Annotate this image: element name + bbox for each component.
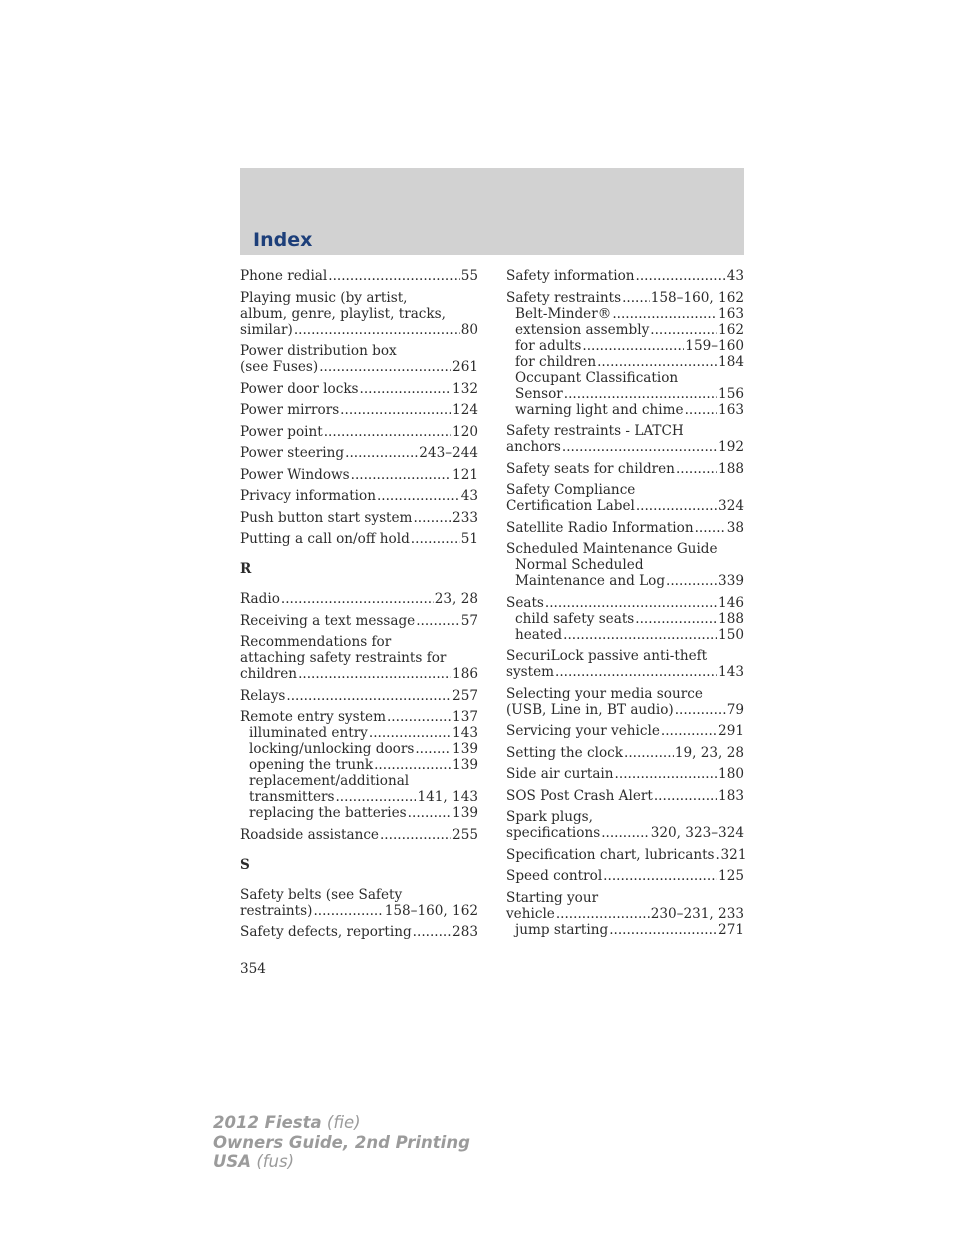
index-subentry-line [240,725,478,741]
page-reference: 163 [718,305,744,322]
index-subentry-line [240,757,478,773]
entry-text: extension assembly [515,321,650,338]
entry-text: Specification chart, lubricants [506,846,715,863]
index-entry-line [240,510,478,526]
dot-leader [415,741,451,757]
entry-text: for adults [515,337,582,354]
entry-text: album, genre, playlist, tracks, [240,305,446,322]
dot-leader [556,906,650,922]
index-entry [506,846,747,863]
index-entry [240,591,478,607]
index-entry-line [506,541,744,557]
dot-leader [636,498,717,514]
page-reference: 19, 23, 28 [674,744,744,761]
entry-text: locking/unlocking doors [249,741,415,757]
dot-leader [413,924,451,940]
entry-text: Seats [506,594,544,611]
index-subentry-line [506,370,744,386]
index-subentry-line [506,306,744,322]
section-letter: S [240,856,250,873]
footer-region-code: (fus) [256,1152,295,1171]
index-entry-line [240,709,478,725]
entry-text: Selecting your media source [506,685,703,702]
page-title: Index [253,229,313,251]
page-reference: 139 [452,805,478,821]
dot-leader [636,268,726,284]
index-entry-line [240,924,478,940]
index-entry-line [240,666,478,682]
footer-model: 2012 Fiesta [213,1113,322,1132]
index-entry [506,723,744,739]
index-entry [240,445,478,461]
entry-text: opening the trunk [249,757,374,773]
entry-text: Sensor [515,385,563,402]
dot-leader [324,424,451,440]
dot-leader [601,825,650,841]
entry-text: Power Windows [240,466,350,483]
index-entry-line [240,322,478,338]
dot-leader [564,386,717,402]
footer-line-3 [213,1152,470,1172]
entry-text: Safety information [506,268,635,284]
index-subentry-line [506,402,744,418]
dot-leader [624,745,674,761]
index-entry-line [240,359,478,375]
page-reference: 257 [452,687,478,704]
dot-leader [654,788,717,804]
dot-leader [360,381,452,397]
page-reference: 163 [718,401,744,418]
entry-text: system [506,664,555,680]
index-entry-line [506,702,744,718]
page-reference: 255 [452,826,478,843]
index-entry [240,290,478,338]
index-entry [240,634,478,682]
entry-text: Satellite Radio Information [506,519,694,536]
page-reference: 320, 323–324 [650,825,744,841]
index-entry [506,686,744,718]
entry-text: Receiving a text message [240,612,416,629]
footer [213,1113,470,1172]
index-entry [506,766,744,782]
page-reference: 139 [452,741,478,757]
dot-leader [298,666,451,682]
index-subentry-line [506,627,744,643]
dot-leader [411,531,460,547]
footer-model-code: (fie) [326,1113,361,1132]
entry-text: similar) [240,321,293,338]
footer-line-2 [213,1133,470,1153]
page-reference: 180 [718,766,744,782]
entry-text: Starting your [506,889,599,906]
dot-leader [380,827,451,843]
page-reference: 55 [460,268,478,284]
index-entry [240,381,478,397]
index-entry [240,688,478,704]
entry-text: Power distribution box [240,343,397,359]
entry-text: restraints) [240,902,313,919]
index-entry-line [240,531,478,547]
index-entry [240,467,478,483]
entry-text: specifications [506,825,601,841]
dot-leader [563,627,717,643]
page-reference: 183 [718,787,744,804]
index-entry-line [506,890,744,906]
entry-text: Maintenance and Log [515,573,666,589]
footer-region: USA [213,1152,252,1171]
dot-leader [408,805,451,821]
dot-leader [340,402,451,418]
index-subentry-line [506,386,744,402]
page-reference: 80 [460,321,478,338]
section-letter: R [240,561,252,577]
page-reference: 162 [718,321,744,338]
dot-leader [313,903,383,919]
index-entry [506,290,744,418]
page-reference: 57 [460,612,478,629]
entry-text: Certification Label [506,498,635,514]
index-entry-line [506,788,744,804]
page-reference: 188 [718,460,744,477]
page-reference: 158–160, 162 [384,902,478,919]
index-entry [240,488,478,504]
index-entry [240,924,478,940]
page-reference: 143 [452,725,478,741]
dot-leader [351,467,451,483]
page-reference: 51 [460,531,478,547]
page-reference: 283 [452,924,478,940]
dot-leader [328,268,459,284]
index-entry-line [240,306,478,322]
entry-text: warning light and chime [515,401,684,418]
index-entry-line [506,868,744,884]
index-entry-line [506,686,744,702]
entry-text: Power mirrors [240,402,340,418]
entry-text: SecuriLock passive anti-theft [506,648,708,664]
page-reference: 23, 28 [434,591,478,607]
page-reference: 243–244 [419,445,478,461]
header-band [240,168,744,255]
index-entry [506,868,744,884]
page-reference: 184 [718,353,744,370]
index-subentry-line [506,338,744,354]
entry-text: Phone redial [240,268,328,284]
index-entry-line [240,613,478,629]
index-subentry-line [240,773,478,789]
index-entry-line [506,461,744,477]
entry-text: Power point [240,423,323,440]
index-entry [506,890,744,938]
index-entry-line [240,268,478,284]
dot-leader [377,488,460,504]
index-entry-line [506,520,744,536]
dot-leader [612,306,717,322]
index-entry [240,531,478,547]
page-reference: 291 [718,723,744,739]
page-reference: 125 [718,868,744,884]
entry-text: child safety seats [515,610,635,627]
index-entry-line [240,688,478,704]
index-entry-line [506,498,744,514]
index-entry [506,595,744,643]
index-entry [506,423,744,455]
entry-text: children [240,666,298,682]
index-entry-line [506,268,744,284]
page-reference: 43 [726,268,744,284]
entry-text: Servicing your vehicle [506,723,660,739]
index-entry-line [506,595,744,611]
page-reference: 188 [718,610,744,627]
index-entry-line [240,903,478,919]
entry-text: Roadside assistance [240,826,379,843]
entry-text: transmitters [249,789,335,805]
page-reference: 159–160 [685,337,744,354]
entry-text: (USB, Line in, BT audio) [506,701,674,718]
footer-guide: Owners Guide, 2nd Printing [213,1132,470,1152]
page-number: 354 [240,961,266,977]
index-entry-line [506,846,747,863]
entry-text: replacing the batteries [249,805,407,821]
index-column-right [506,268,747,943]
dot-leader [675,702,726,718]
entry-text: Normal Scheduled [515,557,644,573]
index-entry-line [506,482,744,498]
index-subentry-line [506,611,744,627]
entry-text: Occupant Classification [515,369,679,386]
entry-text: Power door locks [240,380,359,397]
index-entry-line [240,827,478,843]
page-reference: 121 [452,466,478,483]
index-entry [506,268,744,284]
page-reference: 132 [452,380,478,397]
entry-text: Recommendations for [240,634,392,650]
index-entry-line [240,591,478,607]
entry-text: replacement/additional [249,773,410,789]
entry-text: vehicle [506,905,555,922]
dot-leader [319,359,451,375]
page-reference: 120 [452,423,478,440]
entry-text: Playing music (by artist, [240,289,408,306]
index-entry [240,402,478,418]
index-entry [506,745,744,761]
index-entry-line [240,424,478,440]
index-entry [506,648,744,680]
dot-leader [416,613,459,629]
dot-leader [294,322,460,338]
index-entry [506,482,744,514]
page-reference: 321 [720,846,747,863]
page-reference: 156 [718,385,744,402]
page-reference: 141, 143 [417,789,478,805]
entry-text: Radio [240,591,280,607]
page-reference: 261 [452,359,478,375]
index-subentry-line [506,922,744,938]
dot-leader [609,922,717,938]
page-reference: 143 [718,664,744,680]
index-subentry-line [506,557,744,573]
page-reference: 124 [452,402,478,418]
index-entry [240,613,478,629]
dot-leader [661,723,717,739]
index-entry [506,788,744,804]
dot-leader [369,725,451,741]
entry-text: Putting a call on/off hold [240,531,410,547]
footer-line-1 [213,1113,470,1133]
entry-text: for children [515,353,597,370]
page-reference: 230–231, 233 [650,905,744,922]
dot-leader [335,789,416,805]
dot-leader [635,611,717,627]
entry-text: Safety seats for children [506,460,675,477]
entry-text: Remote entry system [240,709,386,725]
index-entry-line [506,439,744,455]
dot-leader [676,461,717,477]
index-subentry-line [506,354,744,370]
entry-text: Safety belts (see Safety [240,886,403,903]
index-entry-line [240,290,478,306]
index-entry-line [240,445,478,461]
index-entry-line [240,488,478,504]
entry-text: Safety restraints [506,289,622,306]
index-entry [240,709,478,821]
entry-text: Spark plugs, [506,809,593,825]
dot-leader [615,766,718,782]
index-entry [506,809,744,841]
index-entry [240,887,478,919]
entry-text: jump starting [515,921,609,938]
entry-text: Safety Compliance [506,482,636,498]
entry-text: Setting the clock [506,744,623,761]
entry-text: Push button start system [240,509,413,526]
index-entry-line [506,906,744,922]
dot-leader [622,290,650,306]
index-entry [240,343,478,375]
index-entry-line [506,809,744,825]
index-entry-line [240,634,478,650]
index-entry [506,461,744,477]
dot-leader [545,595,717,611]
page-reference: 233 [452,509,478,526]
index-entry-line [506,648,744,664]
entry-text: Side air curtain [506,766,614,782]
entry-text: Speed control [506,868,603,884]
dot-leader [695,520,726,536]
entry-text: Scheduled Maintenance Guide [506,541,718,557]
dot-leader [685,402,717,418]
entry-text: Power steering [240,445,345,461]
dot-leader [555,664,717,680]
dot-leader [603,868,717,884]
dot-leader [597,354,717,370]
index-entry-line [506,745,744,761]
index-subentry-line [506,322,744,338]
dot-leader [374,757,451,773]
index-column-left [240,268,478,946]
dot-leader [345,445,418,461]
index-entry [240,268,478,284]
page-reference: 192 [718,439,744,455]
dot-leader [281,591,434,607]
index-entry [506,541,744,589]
index-entry-line [240,650,478,666]
index-subentry-line [240,741,478,757]
index-entry-line [240,381,478,397]
entry-text: illuminated entry [249,725,368,741]
index-entry [240,827,478,843]
index-subentry-line [240,789,478,805]
index-entry-line [506,423,744,439]
index-entry-line [240,887,478,903]
page-reference: 150 [718,626,744,643]
dot-leader [666,573,717,589]
index-entry [240,424,478,440]
entry-text: SOS Post Crash Alert [506,787,653,804]
index-entry-line [506,664,744,680]
page-reference: 146 [718,594,744,611]
index-entry-line [240,343,478,359]
entry-text: Privacy information [240,488,376,504]
page-reference: 137 [452,709,478,725]
entry-text: Safety defects, reporting [240,924,412,940]
dot-leader [716,847,720,863]
page-reference: 271 [718,921,744,938]
dot-leader [582,338,684,354]
index-entry [240,510,478,526]
index-subentry-line [506,573,744,589]
page-reference: 339 [718,573,744,589]
page-reference: 186 [452,666,478,682]
dot-leader [562,439,717,455]
page-reference: 79 [726,701,744,718]
entry-text: Belt-Minder® [515,305,612,322]
index-subentry-line [240,805,478,821]
index-entry-line [506,766,744,782]
dot-leader [413,510,451,526]
index-entry-line [506,290,744,306]
page-reference: 158–160, 162 [650,289,744,306]
index-entry [506,520,744,536]
page-reference: 139 [452,757,478,773]
index-entry-line [506,723,744,739]
entry-text: attaching safety restraints for [240,650,447,666]
page-reference: 43 [460,488,478,504]
page-reference: 38 [726,519,744,536]
index-entry-line [506,825,744,841]
entry-text: Safety restraints - LATCH [506,423,684,439]
index-entry-line [240,467,478,483]
dot-leader [286,688,451,704]
entry-text: (see Fuses) [240,359,319,375]
entry-text: heated [515,626,563,643]
index-entry-line [240,402,478,418]
dot-leader [650,322,717,338]
dot-leader [387,709,451,725]
entry-text: anchors [506,439,561,455]
page-reference: 324 [718,498,744,514]
entry-text: Relays [240,687,286,704]
